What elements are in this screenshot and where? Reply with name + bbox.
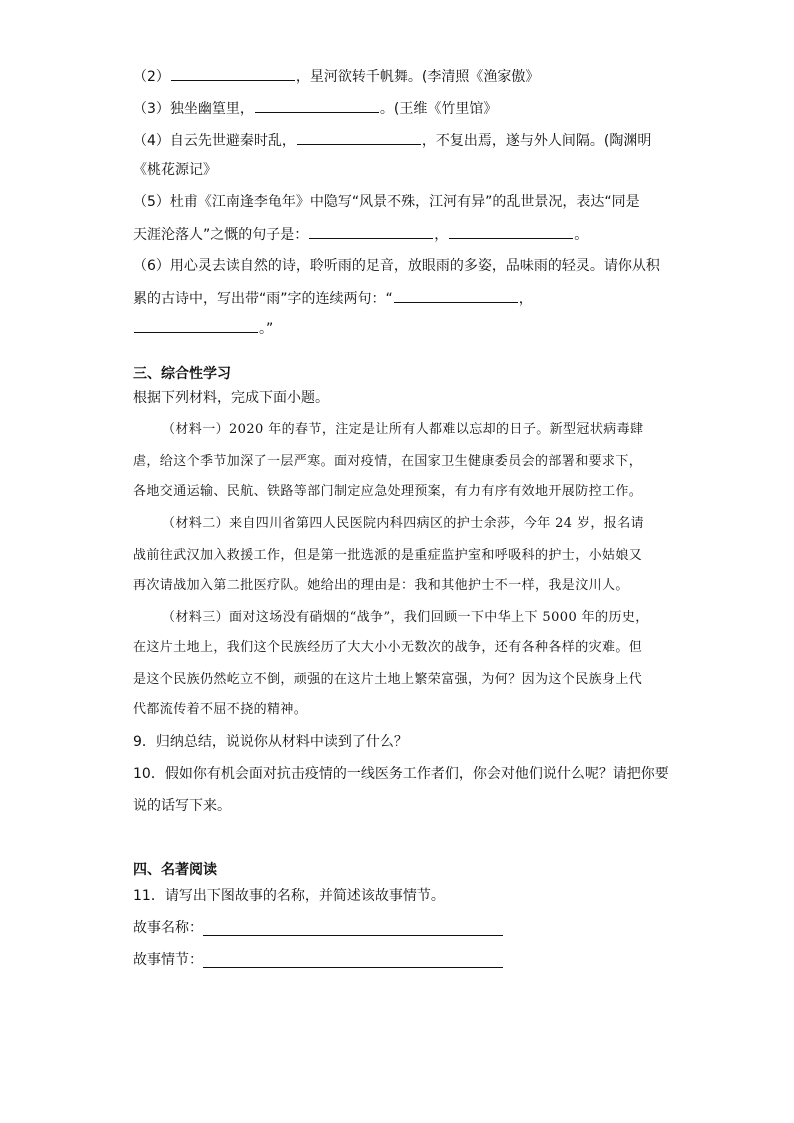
material-line: （材料一）2020 年的春节，注定是让所有人都难以忘却的日子。新型冠状病毒肆 [162,422,644,437]
separator: ， [434,227,449,243]
question-number: （5） [133,194,170,210]
question-10: 10．假如你有机会面对抗击疫情的一线医务工作者们，你会对他们说什么呢？请把你要 [133,766,669,782]
question-text: 自云先世避秦时乱， [169,133,296,149]
question-text: 杜甫《江南逢李龟年》中隐写“风景不殊，江河有异”的乱世景况，表达“同是 [169,194,640,210]
answer-blank[interactable] [255,98,379,113]
section-title: 四、名著阅读 [133,862,217,878]
answer-blank[interactable] [394,288,518,303]
material-line: 各地交通运输、民航、铁路等部门制定应急处理预案，有力有序有效地开展防控工作。 [133,484,643,499]
material-line: 代都流传着不屈不挠的精神。 [133,702,308,717]
question-text: 累的古诗中，写出带“雨”字的连续两句：“ [133,291,393,307]
section-title: 三、综合性学习 [133,366,231,382]
question-number: （6） [133,258,170,274]
answer-blank[interactable] [449,224,573,239]
answer-blank[interactable] [171,66,295,81]
story-plot-label: 故事情节： [133,952,203,968]
story-plot-answer-line[interactable] [203,967,503,968]
poetry-question-6 [133,256,660,276]
question-number: （4） [133,133,170,149]
material-line: 再次请战加入第二批医疗队。她给出的理由是：我和其他护士不一样，我是汶川人。 [133,578,629,593]
question-text: ，不复出焉，遂与外人间隔。(陶渊明 [421,133,652,149]
question-text: ， [518,291,533,307]
poetry-question-5-line2 [133,224,588,245]
answer-blank[interactable] [297,130,421,145]
question-text: 《桃花源记》 [133,162,217,178]
question-number: （2） [133,69,170,85]
question-text: 用心灵去读自然的诗，聆听雨的足音，放眼雨的多姿，品味雨的轻灵。请你从积 [169,258,660,274]
material-line: （材料三）面对这场没有硝烟的“战争”，我们回顾一下中华上下 5000 年的历史， [162,610,649,625]
poetry-question-3 [133,98,497,119]
poetry-question-4-line2 [133,160,217,180]
question-11: 11．请写出下图故事的名称，并简述该故事情节。 [133,888,445,904]
poetry-question-6-line2 [133,288,533,309]
material-line: 是这个民族仍然屹立不倒，顽强的在这片土地上繁荣富强，为何？因为这个民族身上代 [133,672,643,687]
answer-blank[interactable] [134,318,258,333]
question-text: 。” [259,321,274,337]
poetry-question-5 [133,192,640,212]
question-text: ，星河欲转千帆舞。(李清照《渔家傲》 [295,69,540,85]
material-line: 战前往武汉加入救援工作，但是第一批选派的是重症监护室和呼吸科的护士，小姑娘又 [133,548,643,563]
poetry-question-4 [133,130,651,151]
question-10-line2: 说的话写下来。 [133,798,231,814]
poetry-question-2 [133,66,539,87]
question-text: 天涯沦落人”之慨的句子是： [133,227,309,243]
question-text: 。(王维《竹里馆》 [379,101,498,117]
story-name-label: 故事名称： [133,920,203,936]
question-number: （3） [133,101,170,117]
material-line: （材料二）来自四川省第四人民医院内科四病区的护士余莎，今年 24 岁，报名请 [162,516,645,531]
question-9: 9．归纳总结，说说你从材料中读到了什么？ [133,734,408,750]
question-text: 。 [574,227,589,243]
story-name-answer-line[interactable] [203,935,503,936]
answer-blank[interactable] [309,224,433,239]
poetry-question-6-line3 [133,318,273,339]
question-text: 独坐幽篁里， [169,101,254,117]
material-line: 在这片土地上，我们这个民族经历了大大小小无数次的战争，还有各种各样的灾难。但 [133,640,643,655]
section-intro: 根据下列材料，完成下面小题。 [133,390,329,406]
material-line: 虐，给这个季节加深了一层严寒。面对疫情，在国家卫生健康委员会的部署和要求下， [133,454,643,469]
